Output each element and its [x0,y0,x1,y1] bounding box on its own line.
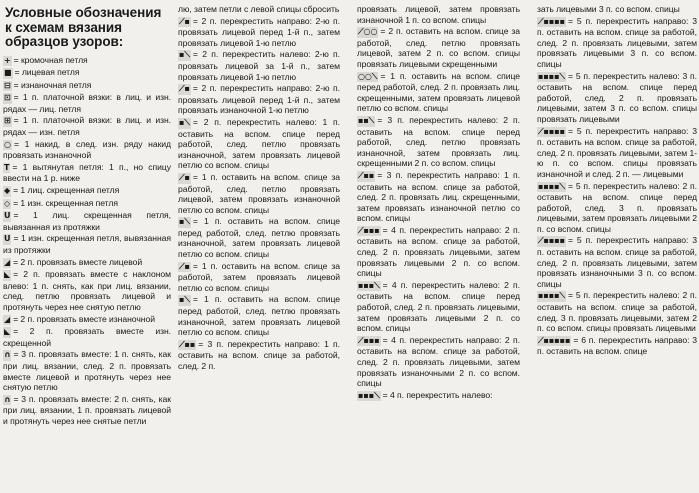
stitch-symbol-icon: ▪▪▪⟍ [358,390,380,400]
title-line: Условные обозначения [5,5,162,20]
stitch-symbol-icon: T [4,162,10,172]
legend-entry [3,115,171,137]
legend-text: = 1 вытянутая петля: 1 п., но спицу ввести на 1 р. ниже [3,161,171,184]
stitch-symbol-icon: ▪▪▪▪⟍ [538,181,566,191]
legend-entry [3,55,171,67]
legend-text: = 5 п. перекрестить налево: 2 п. оставить на вспом. спице перед работой, след. 3 п. провязать лицевыми, затем провязать лицевыми 2 п. со вспом. спицы [537,180,697,234]
stitch-symbol-icon: ⟋▪▪▪▪ [538,236,566,246]
legend-list [537,4,697,357]
stitch-symbol-icon: ⟋▪▪ [179,339,196,349]
legend-entry [357,225,520,279]
stitch-symbol-icon: ○ [4,139,11,149]
legend-text: = 5 п. перекрестить направо: 3 п. оставить на вспом. спице за работой, след. 2 п. провязать лицевыми, затем 1-ю п. со вспом. спицы провязать изнаночной и след. 2 п. — лицевыми [537,125,697,179]
legend-text: = 1 п. оставить на вспом. спице перед работой, след. петлю провязать изнаночной, затем провязать лицевой петлю со вспом. спицы [178,216,340,260]
legend-entry [3,257,171,269]
stitch-symbol-icon: ⟋▪▪ [358,170,375,180]
stitch-symbol-icon: ⟋▪▪▪▪ [538,126,566,136]
legend-list [178,4,340,372]
legend-entry [3,394,171,427]
legend-entry [537,290,697,333]
stitch-symbol-icon: ⊡ [4,93,11,103]
legend-entry [3,210,171,232]
legend-text: провязать лицевой, затем провязать изнаночной 1 п. со вспом. спицы [357,4,520,25]
legend-text: = 4 п. перекрестить налево: 2 п. оставить на вспом. спице перед работой, след. 2 п. провязать лицевыми, затем провязать лицевыми 2 п. со вспом. спицы [357,279,520,334]
legend-text: = 5 п. перекрестить направо: 3 п. оставить на вспом. спице за работой, след. 2 п. провязать лицевыми, затем провязать лицевыми 3 п. со вспом. спицы [537,15,697,69]
column-2 [178,4,340,493]
stitch-symbol-icon: ○○⟍ [358,71,378,81]
legend-text: = 2 п. провязать вместе изнаночной [13,313,155,324]
stitch-symbol-icon: ◆ [4,186,11,196]
legend-entry [3,269,171,312]
legend-entry [357,4,520,25]
legend-text: = 1 п. оставить на вспом. спице перед работой, след. 2 п. провязать лиц. скрещенными, затем провязать лицевой петлю со вспом. спицы [357,70,520,114]
stitch-symbol-icon: ◣ [4,270,11,280]
legend-text: = 2 п. провязать вместе лицевой [13,256,143,267]
stitch-symbol-icon: ⟋▪ [179,261,190,271]
stitch-symbol-icon: ◢ [4,257,11,267]
legend-entry [357,26,520,69]
legend-entry [3,80,171,92]
column-4 [537,4,697,493]
stitch-symbol-icon: ⟋○○ [358,27,378,37]
stitch-symbol-icon: ⟋▪▪▪ [358,225,380,235]
legend-text: = 1 изн. скрещенная петля [13,197,118,208]
legend-entry [357,71,520,114]
legend-list [3,55,171,427]
legend-text: зать лицевыми 3 п. со вспом. спицы [537,4,680,14]
stitch-symbol-icon: ▪▪⟍ [358,115,375,125]
legend-text: = 2 п. провязать вместе с наклоном влево: 1 п. снять, как при лиц. вязании, след. петлю провязать лицевой и протянуть через нее снятую петлю [3,269,171,312]
legend-entry [537,126,697,180]
legend-entry [3,185,171,197]
legend-text: = 4 п. перекрестить налево: [382,389,493,400]
legend-entry [357,335,520,389]
legend-entry [178,83,340,116]
stitch-symbol-icon: ▪⟍ [179,217,190,227]
legend-entry [537,16,697,70]
legend-text: = 1 п. оставить на вспом. спице за работой, затем провязать лицевой петлю со вспом. спицы [178,260,340,293]
legend-text: = 2 п. перекрестить направо: 2-ю п. провязать лицевой перед 1-й п., затем провязать лицевой 1-ю петлю [178,15,340,48]
legend-text: = кромочная петля [13,54,88,65]
stitch-symbol-icon: ◢ [4,314,11,324]
legend-text: = 3 п. провязать вместе: 1 п. снять, как при лиц. вязании, след. 2 п. провязать вместе лицевой и протянуть через нее снятую петлю [3,349,171,393]
legend-entry [537,181,697,235]
legend-text: = 3 п. перекрестить направо: 1 п. оставить на вспом. спице за работой, след. 2 п. провязать лиц. скрещенными, затем провязать изнаночной петлю со вспом. спицы [357,169,520,224]
legend-text: = 2 п. перекрестить налево: 1 п. оставить на вспом. спице перед работой, след. петлю провязать изнаночной, затем провязать лицевой петлю со вспом. спицы [178,116,340,171]
title-line: образцов узоров: [5,34,124,49]
legend-text: = 5 п. перекрестить налево: 2 п. оставить на вспом. спице за работой, след. 3 п. провязать лицевыми, затем 2 п. со вспом. спицы провязать лицевыми [537,290,697,334]
stitch-symbol-icon: ■ [4,68,12,78]
legend-text: = 1 п. платочной вязки: в лиц. и изн. рядах — изн. петля [3,115,171,138]
page-title [5,6,171,50]
legend-text: = 1 лиц. скрещенная петля, вывязанная из протяжки [3,210,171,232]
legend-text: = 1 п. платочной вязки: в лиц. и изн. рядах — лиц. петля [3,92,171,114]
stitch-symbol-icon: ⊟ [4,80,11,90]
legend-entry [3,198,171,210]
legend-entry [178,216,340,259]
legend-entry [357,280,520,334]
legend-text: = 4 п. перекрестить направо: 2 п. оставить на вспом. спице за работой, след. 2 п. провязать лицевыми, затем провязать изнаночными 2 п. со вспом. спицы [357,334,520,389]
legend-entry [537,335,697,357]
legend-entry [537,71,697,125]
legend-entry [178,49,340,82]
legend-text: = 3 п. перекрестить налево: 2 п. оставить на вспом. спице перед работой, след. петлю провязать изнаночной, затем провязать лиц. скрещенными 2 п. со вспом. спицы [357,114,520,169]
stitch-symbol-icon: ▪▪▪▪⟍ [538,71,566,81]
legend-text: = 3 п. перекрестить направо: 1 п. оставить на вспом. спице за работой, след. 2 п. [178,338,340,371]
stitch-symbol-icon: ∩ [4,394,11,404]
stitch-symbol-icon: ▪⟍ [179,295,190,305]
legend-text: = лицевая петля [14,67,80,78]
legend-text: = 1 накид, в след. изн. ряду накид провязать изнаночной [3,138,171,161]
legend-text: = 2 п. провязать вместе изн. скрещенной [3,326,171,348]
legend-entry [357,390,520,402]
legend-list [357,4,520,401]
legend-entry [178,261,340,294]
stitch-symbol-icon: ⟋▪ [179,172,190,182]
legend-text: = 4 п. перекрестить направо: 2 п. оставить на вспом. спице за работой, след. 2 п. провязать лицевыми, затем провязать лицевыми 2 п. со вспом. спицы [357,224,520,279]
legend-text: = 1 п. оставить на вспом. спице перед работой, след. петлю провязать изнаночной, затем провязать лицевой петлю со вспом. спицы [178,294,340,338]
legend-entry [537,4,697,15]
stitch-symbol-icon: U [4,234,11,244]
legend-text: = 5 п. перекрестить налево: 3 п. оставить на вспом. спице перед работой, след. 2 п. провязать лицевыми, затем 3 п. со вспом. спицы провязать лицевыми [537,70,697,124]
legend-entry [178,294,340,337]
stitch-symbol-icon: ▪▪▪⟍ [358,280,380,290]
stitch-symbol-icon: ▪▪▪▪⟍ [538,291,566,301]
legend-entry [3,233,171,255]
legend-entry [3,139,171,161]
legend-entry [178,16,340,49]
stitch-symbol-icon: ▪⟍ [179,117,190,127]
legend-text: = 5 п. перекрестить направо: 3 п. оставить на вспом. спице за работой, след. 2 п. провязать лицевыми, затем провязать изнаночными 3 п. со вспом. спицы [537,235,697,289]
legend-text: = 6 п. перекрестить направо: 3 п. оставить на вспом. спице [537,334,697,357]
stitch-symbol-icon: ▪⟍ [179,50,190,60]
legend-entry [3,314,171,326]
legend-entry [178,4,340,15]
legend-text: = 2 п. перекрестить направо: 2-ю п. провязать лицевой перед 1-й п., затем провязать изнаночной 1-ю петлю [178,83,340,116]
legend-text: = 3 п. провязать вместе: 2 п. снять, как при лиц. вязании, 1 п. провязать лицевой и протянуть через нее снятые петли [3,393,171,426]
legend-entry [3,349,171,392]
column-1 [3,4,171,493]
legend-entry [357,170,520,224]
legend-text: = 2 п. оставить на вспом. спице за работой, след. петлю провязать лицевой, затем 2 п. со вспом. спицы провязать лицевыми скрещенными [357,26,520,69]
legend-entry [357,115,520,169]
title-line: к схемам вязания [5,19,122,35]
stitch-symbol-icon: ⟋▪▪▪ [358,335,380,345]
legend-text: = 1 п. оставить на вспом. спице за работой, след. петлю провязать лицевой, затем провязать изнаночной петлю со вспом. спицы [178,171,340,215]
legend-entry [3,67,171,79]
legend-text: лю, затем петли с левой спицы сбросить [178,4,340,14]
stitch-symbol-icon: ◇ [4,198,11,208]
column-3 [357,4,520,493]
stitch-symbol-icon: ⟋▪▪▪▪▪ [538,335,571,345]
legend-text: = 1 изн. скрещенная петля, вывязанная из протяжки [3,233,171,255]
legend-entry [178,339,340,372]
stitch-symbol-icon: ⟋▪▪▪▪ [538,16,566,26]
legend-text: = 1 лиц. скрещенная петля [13,185,120,196]
legend-text: = изнаночная петля [13,79,92,90]
stitch-symbol-icon: + [4,55,11,65]
stitch-symbol-icon: U [4,211,11,221]
stitch-symbol-icon: ⊞ [4,116,11,126]
stitch-symbol-icon: ⟋▪ [179,16,190,26]
legend-entry [537,235,697,289]
legend-text: = 2 п. перекрестить налево: 2-ю п. провязать лицевой за 1-й п., затем провязать лицевой 1-ю петлю [178,49,340,82]
legend-entry [178,117,340,171]
stitch-symbol-icon: ∩ [4,350,11,360]
legend-entry [3,162,171,184]
legend-entry [178,172,340,215]
stitch-symbol-icon: ⟋▪ [179,84,190,94]
legend-entry [3,92,171,114]
stitch-symbol-icon: ◣ [4,327,11,337]
legend-entry [3,326,171,348]
